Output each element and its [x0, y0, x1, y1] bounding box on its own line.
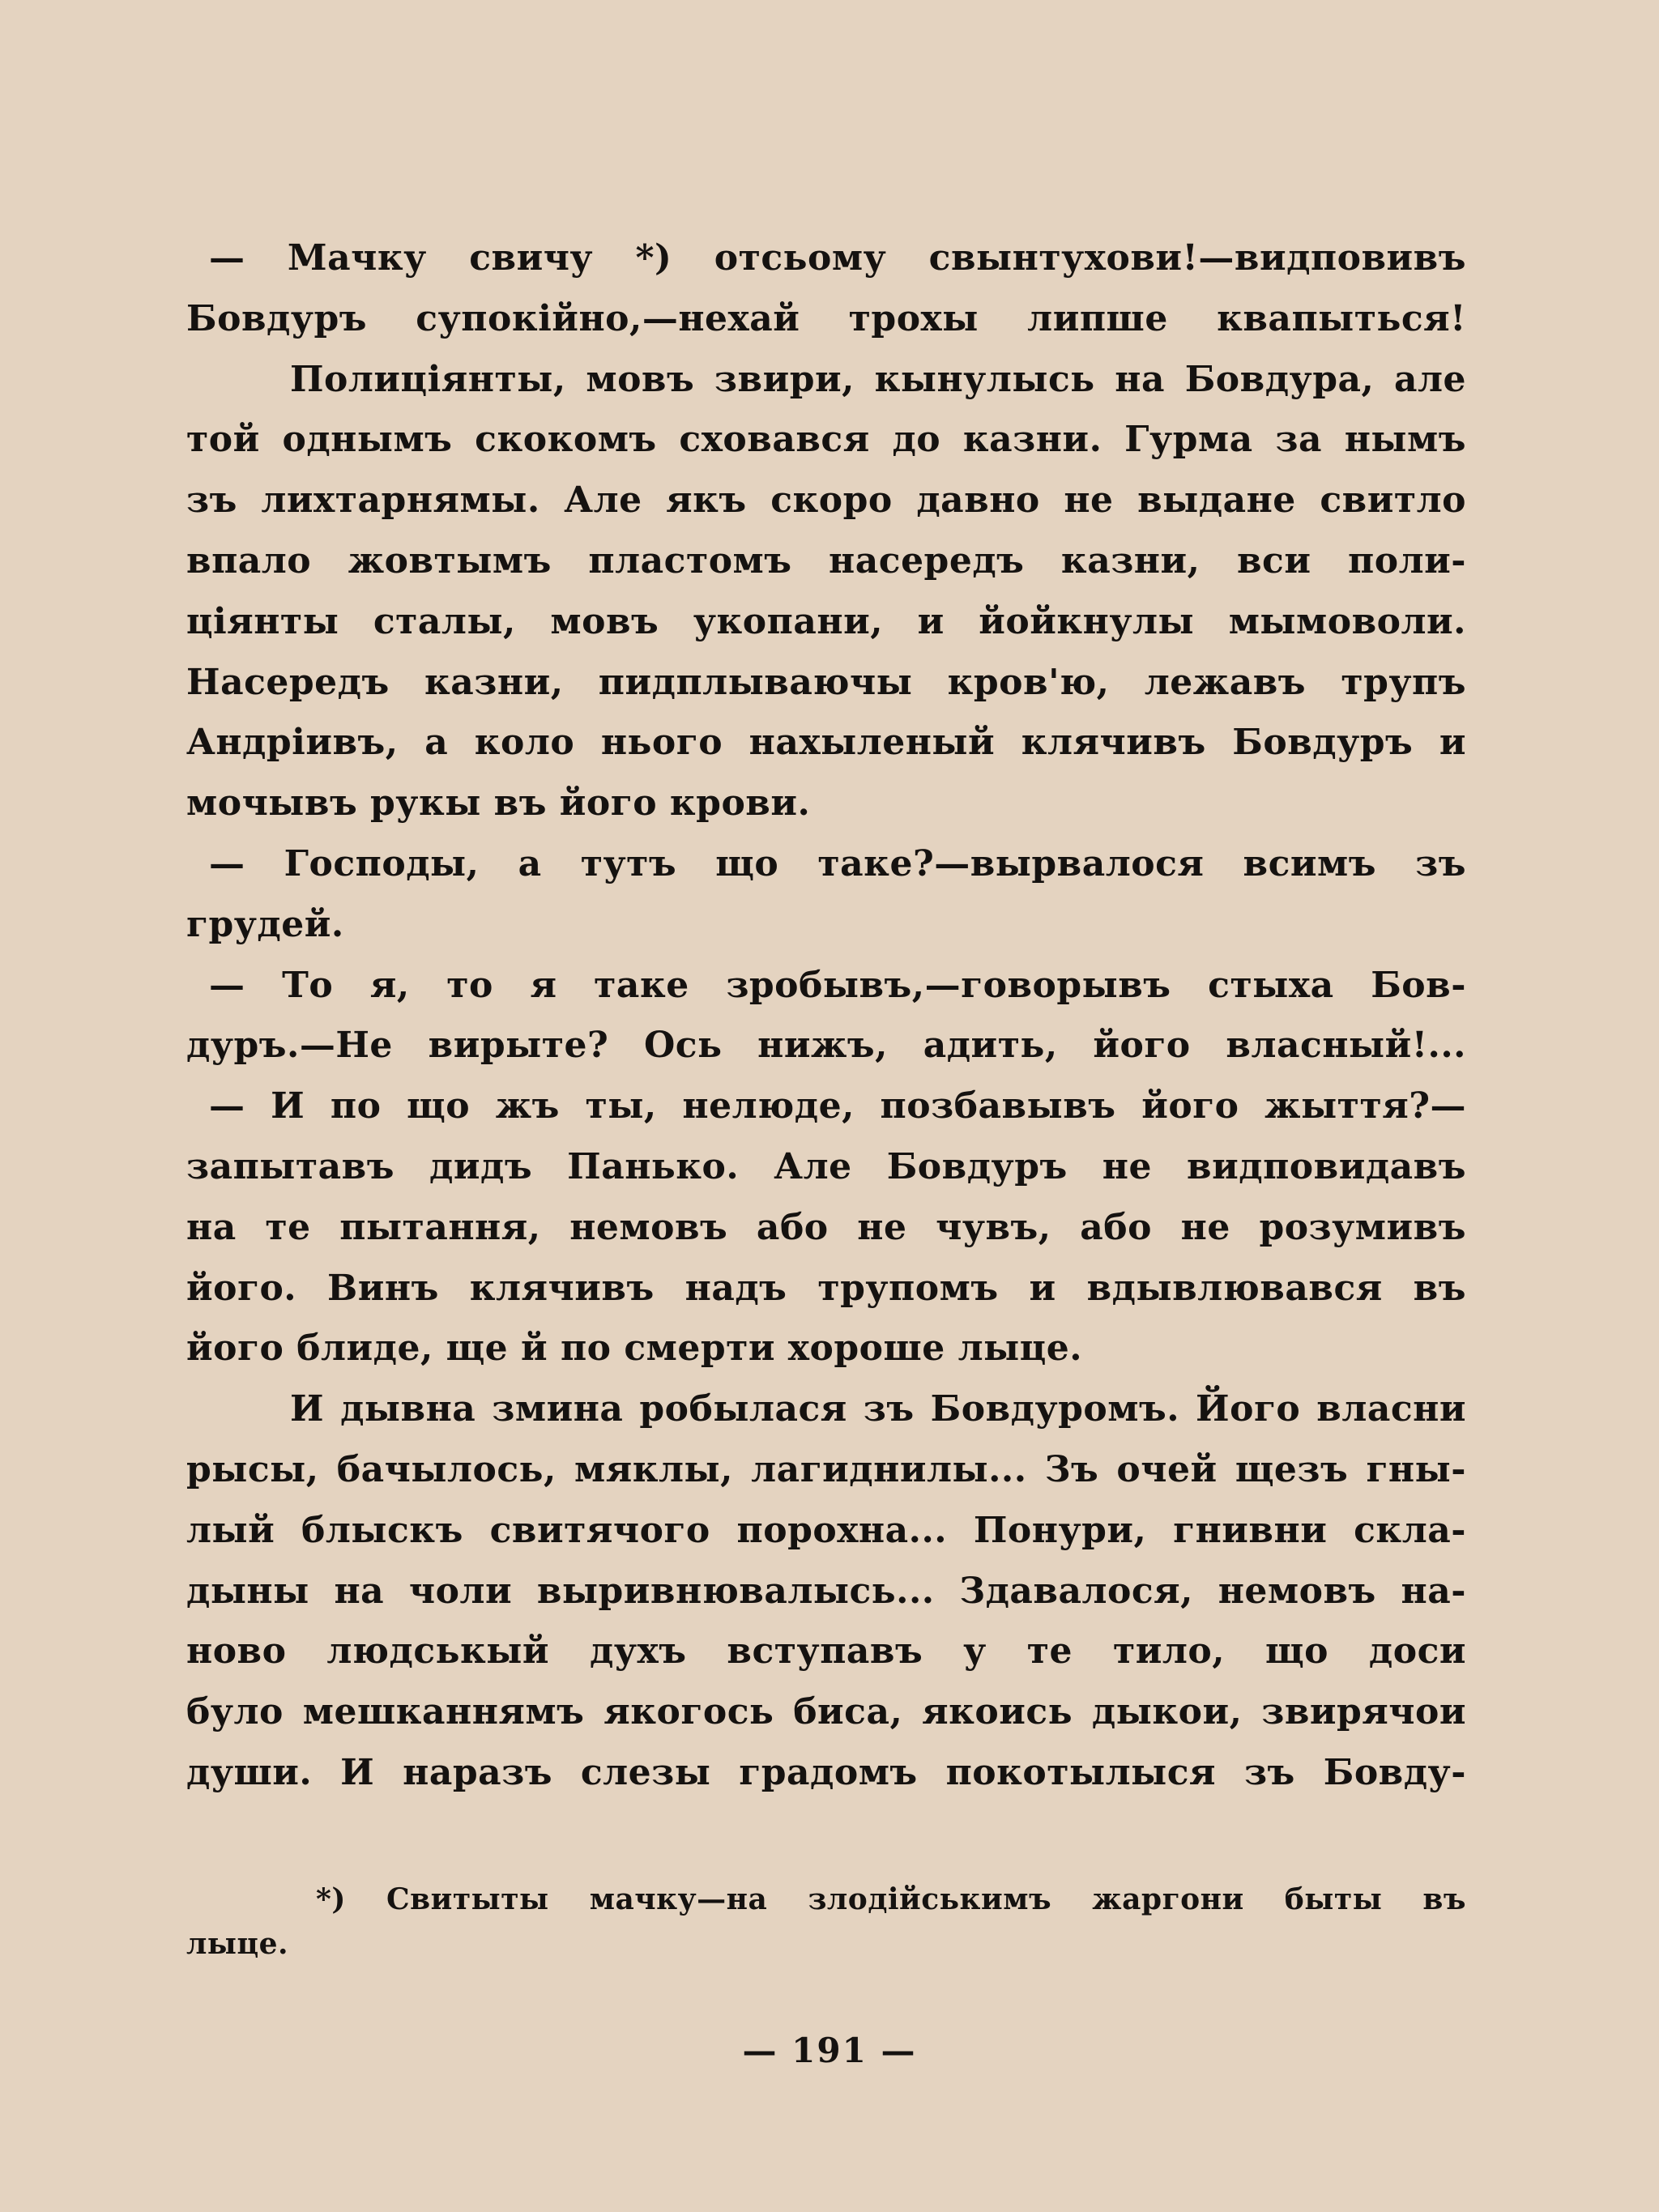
text-line: мочывъ рукы въ його крови.	[186, 782, 811, 825]
text-line: души. И наразъ слезы градомъ покотылыся зъ Бовду-	[186, 1751, 1466, 1793]
text-line: Бовдуръ супокійно,—нехай трохы липше квапыться!	[186, 297, 1466, 339]
text-line: — Мачку свичу *) отсьому свынтухови!—видповивъ	[209, 237, 1466, 279]
text-line: рысы, бачылось, мяклы, лагиднилы... Зъ очей щезъ гны-	[186, 1448, 1466, 1490]
text-line: — И по що жъ ты, нелюде, позбавывъ його жыття?—	[209, 1085, 1466, 1127]
text-line: И дывна змина робылася зъ Бовдуромъ. Його власни	[290, 1388, 1466, 1430]
text-line: запытавъ дидъ Панько. Але Бовдуръ не видповидавъ	[186, 1145, 1466, 1187]
page-number: — 191 —	[742, 2031, 917, 2070]
footnote-line: *) Свитыты мачку—на злодійськимъ жаргони быты въ	[316, 1882, 1466, 1916]
text-line: дуръ.—Не вирыте? Ось нижъ, адить, його власный!...	[186, 1025, 1466, 1067]
text-line: ціянты сталы, мовъ укопани, и йойкнулы мымоволи.	[186, 600, 1466, 642]
text-line: дыны на чоли выривнювалысь... Здавалося, немовъ на-	[186, 1570, 1466, 1612]
text-line: на те пытання, немовъ або не чувъ, або не розумивъ	[186, 1206, 1466, 1248]
footnote	[186, 1877, 1466, 1967]
text-line: Полиціянты, мовъ звири, кынулысь на Бовдура, але	[290, 358, 1466, 400]
text-line: його блиде, ще й по смерти хороше лыце.	[186, 1328, 1083, 1370]
text-line: Андріивъ, а коло нього нахыленый клячивъ Бовдуръ и	[186, 722, 1466, 764]
text-line: впало жовтымъ пластомъ насередъ казни, вси поли-	[186, 539, 1466, 582]
text-line: зъ лихтарнямы. Але якъ скоро давно не выдане свитло	[186, 479, 1466, 522]
text-line: — Господы, а тутъ що таке?—вырвалося всимъ зъ	[209, 842, 1466, 884]
text-line: ново людськый духъ вступавъ у те тило, що доси	[186, 1630, 1466, 1673]
text-line: було мешканнямъ якогось биса, якоись дыкои, звирячои	[186, 1691, 1466, 1733]
text-line: лый блыскъ свитячого порохна... Понури, гнивни скла-	[186, 1509, 1466, 1551]
text-line: його. Винъ клячивъ надъ трупомъ и вдывлювався въ	[186, 1267, 1466, 1309]
footnote-line: лыце.	[186, 1927, 289, 1961]
text-line: грудей.	[186, 903, 344, 945]
text-line: Насередъ казни, пидплываючы кров'ю, лежавъ трупъ	[186, 661, 1466, 703]
body-text	[186, 228, 1466, 1804]
text-line: — То я, то я таке зробывъ,—говорывъ стыха Бов-	[209, 964, 1466, 1006]
text-line: той однымъ скокомъ сховався до казни. Гурма за нымъ	[186, 419, 1466, 461]
